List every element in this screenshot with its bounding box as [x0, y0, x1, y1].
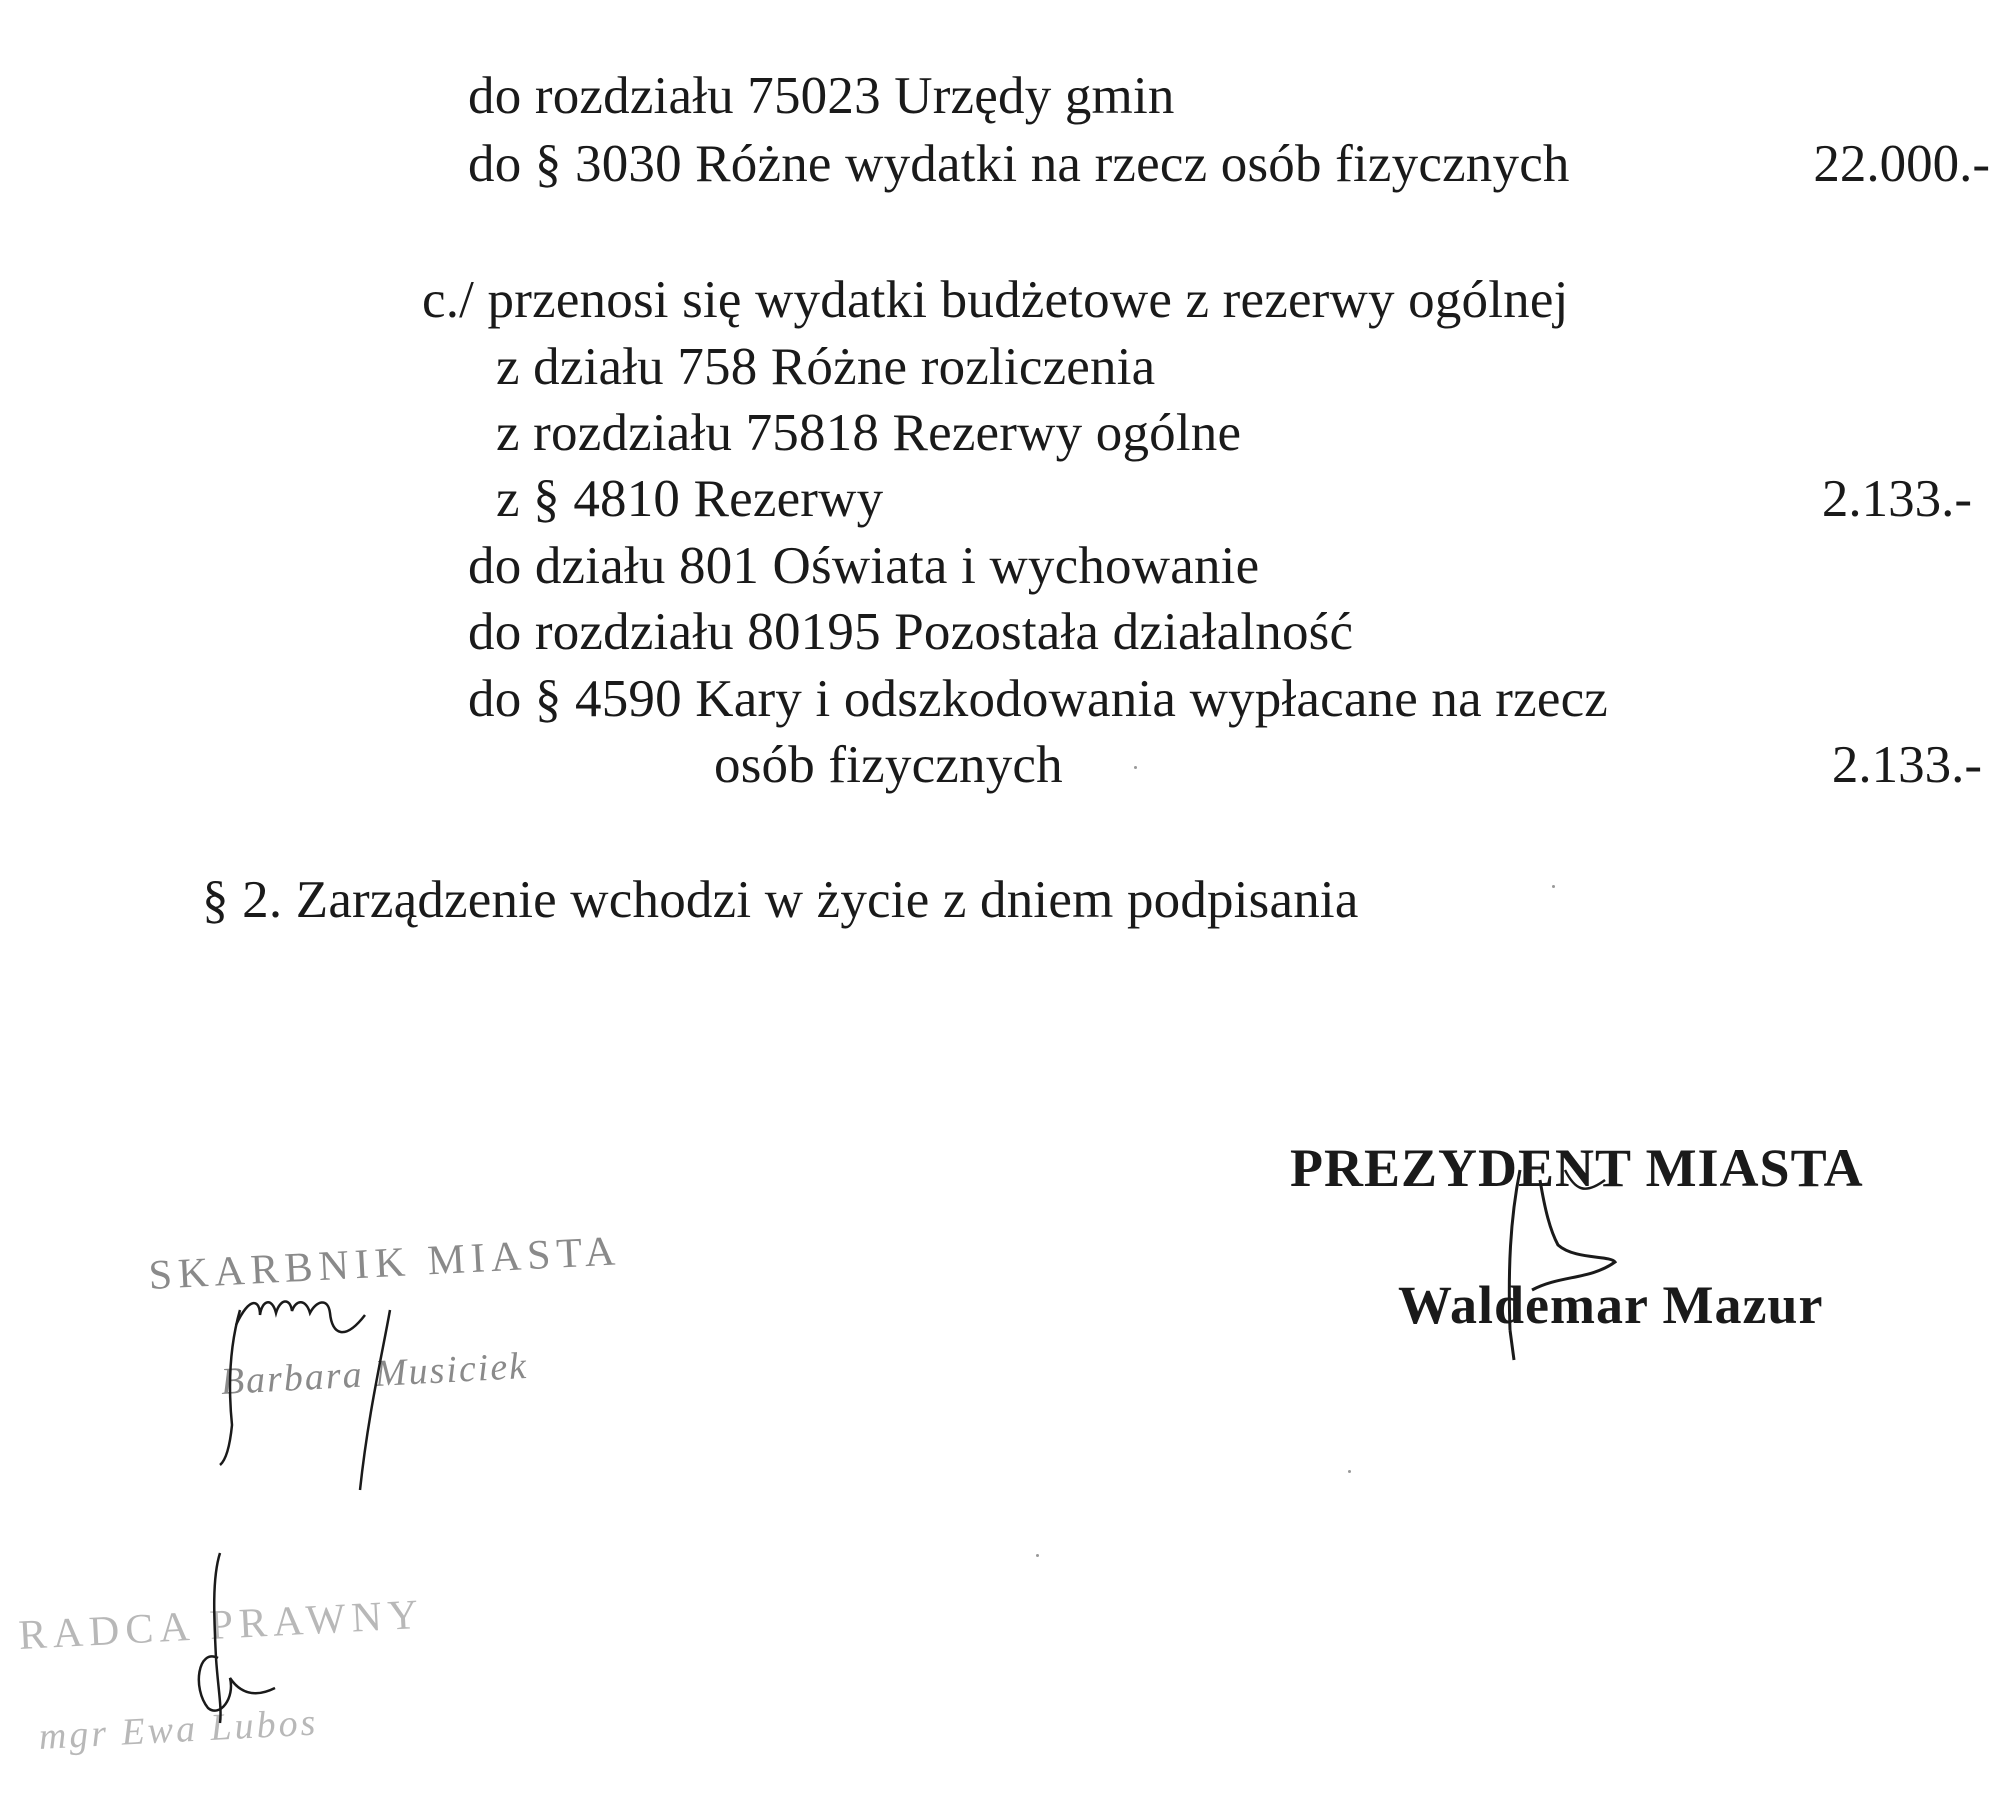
from-dzial-758: z działu 758 Różne rozliczenia [496, 338, 1156, 396]
to-rozdzial-80195: do rozdziału 80195 Pozostała działalność [468, 603, 1354, 661]
second-stamp-title: RADCA PRAWNY [17, 1591, 426, 1660]
budget-line-paragraph-3030: do § 3030 Różne wydatki na rzecz osób fizycznych [468, 135, 1570, 193]
scan-speck [1348, 1470, 1351, 1473]
from-rozdzial-75818: z rozdziału 75818 Rezerwy ogólne [496, 404, 1242, 462]
treasurer-stamp-name: Barbara Musiciek [219, 1344, 529, 1404]
to-amount: 2.133.- [1831, 736, 1982, 794]
to-paragraph-4590: do § 4590 Kary i odszkodowania wypłacane na rzecz [468, 670, 1609, 728]
second-signature [190, 1548, 300, 1728]
treasurer-stamp-title: SKARBNIK MIASTA [147, 1228, 623, 1300]
from-paragraph-4810: z § 4810 Rezerwy [496, 470, 884, 528]
president-name: Waldemar Mazur [1398, 1275, 1824, 1335]
budget-line-rozdzial-75023: do rozdziału 75023 Urzędy gmin [468, 67, 1175, 125]
from-amount: 2.133.- [1821, 470, 1972, 528]
scan-speck [1036, 1554, 1039, 1557]
to-paragraph-continuation: osób fizycznych [714, 736, 1063, 794]
president-title: PREZYDENT MIASTA [1290, 1138, 1864, 1198]
scan-speck [1552, 885, 1555, 888]
treasurer-signature [200, 1255, 440, 1505]
to-dzial-801: do działu 801 Oświata i wychowanie [468, 537, 1260, 595]
second-stamp-name: mgr Ewa Lubos [37, 1701, 320, 1759]
closing-paragraph: § 2. Zarządzenie wchodzi w życie z dniem podpisania [202, 871, 1359, 929]
scan-speck [1134, 766, 1137, 769]
president-signature [1480, 1150, 1640, 1370]
amount-22000: 22.000.- [1813, 135, 1990, 193]
block-c-intro: c./ przenosi się wydatki budżetowe z rezerwy ogólnej [422, 271, 1569, 329]
